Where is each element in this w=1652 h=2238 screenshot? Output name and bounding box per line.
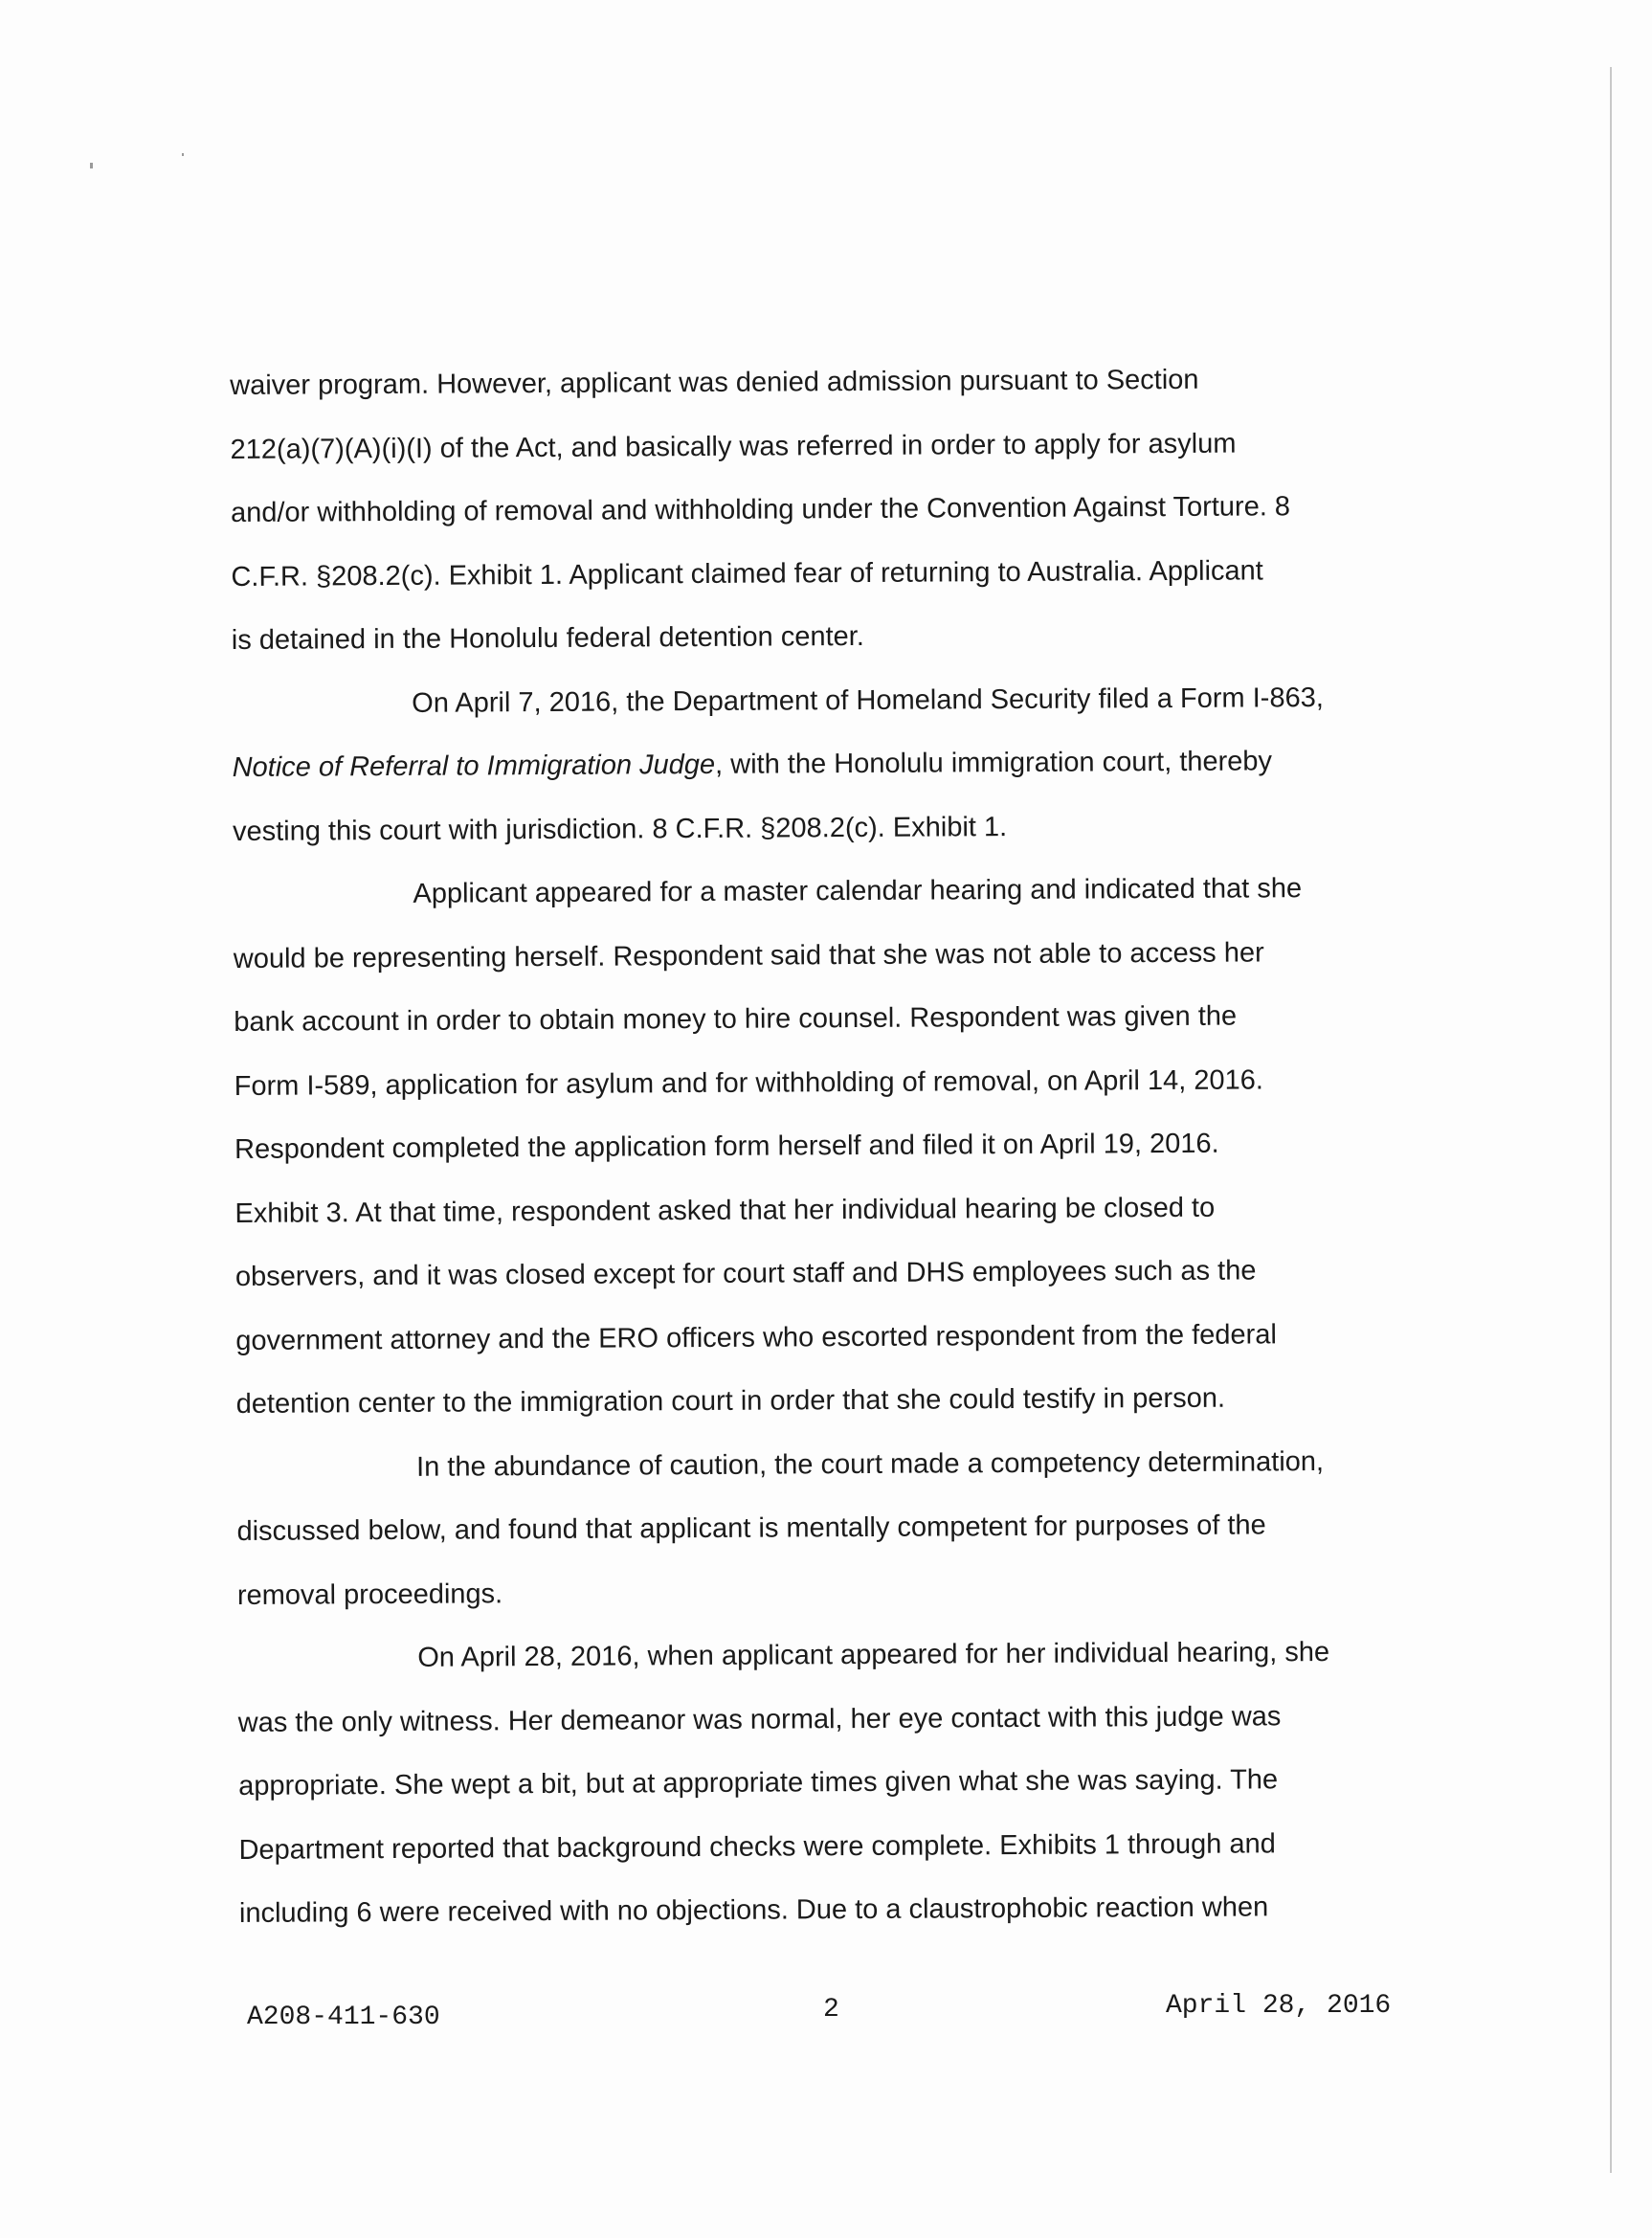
text-line: C.F.R. §208.2(c). Exhibit 1. Applicant claimed fear of returning to Australia. Applicant [231, 554, 1263, 593]
text-line: waiver program. However, applicant was denied admission pursuant to Section [230, 364, 1199, 401]
text-line: would be representing herself. Respondent said that she was not able to access her [233, 936, 1264, 974]
text-line: 212(a)(7)(A)(i)(I) of the Act, and basically was referred in order to apply for asylum [230, 428, 1237, 465]
text-line: discussed below, and found that applicant is mentally competent for purposes of the [236, 1510, 1266, 1547]
paragraph-3 [233, 856, 1433, 1436]
paragraph-5 [237, 1620, 1436, 1945]
scan-speck [90, 163, 93, 168]
text-line: Department reported that background checks were complete. Exhibits 1 through and [238, 1827, 1276, 1866]
text-line: Form I-589, application for asylum and for withholding of removal, on April 14, 2016. [234, 1063, 1263, 1102]
document-body [230, 347, 1436, 1945]
page-footer [0, 1991, 1652, 2032]
text-line: Respondent completed the application form herself and filed it on April 19, 2016. [234, 1128, 1219, 1165]
case-number: A208-411-630 [247, 2003, 440, 2032]
text-line: bank account in order to obtain money to hire counsel. Respondent was given the [234, 1000, 1238, 1038]
referral-notice-title: Notice of Referral to Immigration Judge [232, 749, 716, 783]
text-line: Exhibit 3. At that time, respondent asked that her individual hearing be closed to [234, 1192, 1216, 1229]
text-line: is detained in the Honolulu federal detention center. [231, 620, 864, 656]
paragraph-4 [236, 1429, 1434, 1627]
text-line: removal proceedings. [236, 1578, 503, 1611]
scan-edge-line [1610, 67, 1612, 2173]
text-line: detention center to the immigration court in order that she could testify in person. [235, 1382, 1226, 1420]
text-line: including 6 were received with no objections. Due to a claustrophobic reaction when [238, 1891, 1269, 1929]
text-line: In the abundance of caution, the court made a competency determination, [416, 1445, 1325, 1483]
text-line: On April 7, 2016, the Department of Homeland Security filed a Form I-863, [412, 682, 1324, 719]
text-fragment: , with the Honolulu immigration court, thereby [715, 746, 1273, 780]
scan-speck [182, 153, 184, 156]
paragraph-2 [232, 665, 1429, 863]
text-line: appropriate. She wept a bit, but at appropriate times given what she was saying. The [238, 1764, 1279, 1802]
paragraph-1 [230, 347, 1428, 672]
text-line: vesting this court with jurisdiction. 8 C.F.R. §208.2(c). Exhibit 1. [232, 811, 1008, 847]
text-line: On April 28, 2016, when applicant appeared for her individual hearing, she [417, 1637, 1330, 1673]
decision-date: April 28, 2016 [1166, 1991, 1392, 2021]
text-line [233, 746, 1273, 783]
text-line: government attorney and the ERO officers who escorted respondent from the federal [235, 1318, 1277, 1356]
text-line: observers, and it was closed except for court staff and DHS employees such as the [234, 1255, 1257, 1292]
text-line: was the only witness. Her demeanor was normal, her eye contact with this judge was [237, 1700, 1282, 1738]
text-line: and/or withholding of removal and withholding under the Convention Against Torture. 8 [230, 491, 1291, 528]
page-number: 2 [823, 1995, 839, 2025]
text-line: Applicant appeared for a master calendar hearing and indicated that she [413, 873, 1303, 909]
